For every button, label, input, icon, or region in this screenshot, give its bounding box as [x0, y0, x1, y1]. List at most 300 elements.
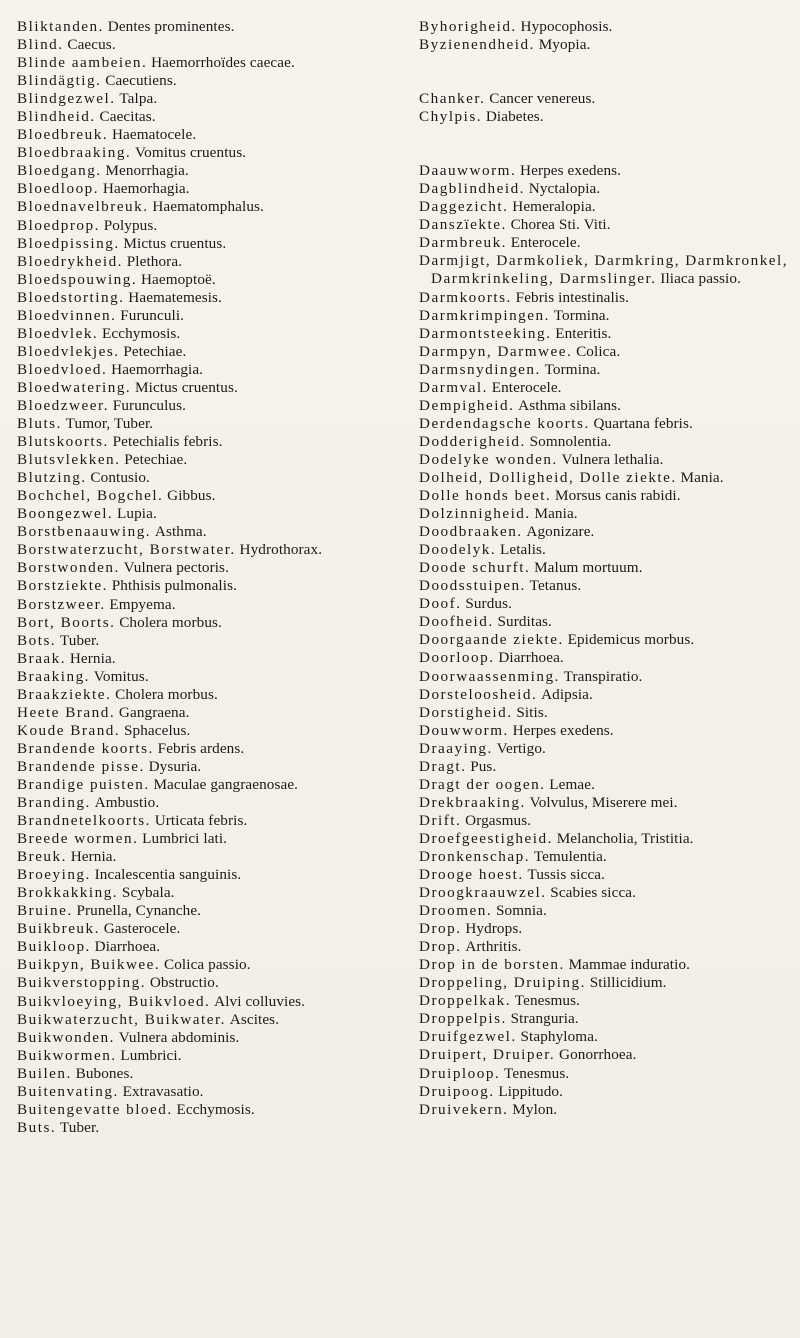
- dictionary-entry: [17, 235, 395, 253]
- dictionary-entry: [419, 992, 797, 1010]
- entry-term: Darmkrimpingen.: [419, 306, 550, 324]
- entry-term: Draaying.: [419, 739, 493, 757]
- dictionary-entry: [17, 397, 395, 415]
- entry-term: Dorsteloosheid.: [419, 685, 538, 703]
- entry-term: Dronkenschap.: [419, 847, 531, 865]
- entry-term: Doof.: [419, 595, 462, 613]
- entry-term: Drop in de borsten.: [419, 956, 565, 974]
- entry-definition: Bubones.: [75, 1064, 134, 1082]
- entry-definition: Haematomphalus.: [152, 198, 264, 216]
- entry-term: Borstzweer.: [17, 595, 106, 613]
- entry-term: Danszïekte.: [419, 216, 507, 234]
- dictionary-entry: [17, 433, 395, 451]
- entry-definition: Febris intestinalis.: [515, 288, 630, 306]
- entry-term: Bloedvlek.: [17, 324, 99, 342]
- entry-definition: Mictus cruentus.: [123, 234, 227, 252]
- entry-term: Borstbenaauwing.: [17, 523, 152, 541]
- entry-term: Braak.: [17, 649, 67, 667]
- dictionary-entry: [17, 902, 395, 920]
- dictionary-entry: [17, 668, 395, 686]
- entry-term: Doodelyk.: [419, 541, 497, 559]
- entry-term: Darmbreuk.: [419, 234, 507, 252]
- entry-term: Bloedbraaking.: [17, 144, 132, 162]
- dictionary-entry: [419, 631, 797, 649]
- entry-definition: Chorea Sti. Viti.: [510, 216, 611, 234]
- entry-definition: Somnia.: [495, 902, 547, 920]
- entry-term: Brandige puisten.: [17, 775, 150, 793]
- entries-d: [419, 162, 797, 1118]
- dictionary-entry: [17, 632, 395, 650]
- dictionary-entry: [17, 487, 395, 505]
- dictionary-entry: [17, 72, 395, 90]
- entry-definition: Caecutiens.: [105, 72, 177, 90]
- dictionary-entry: [419, 1065, 797, 1083]
- left-column: [17, 18, 395, 1137]
- entry-definition: Cancer venereus.: [489, 90, 596, 108]
- entry-definition: Melancholia, Tristitia.: [556, 829, 694, 847]
- dictionary-entry: [419, 234, 797, 252]
- entry-definition: Extravasatio.: [122, 1082, 204, 1100]
- entry-term: Darmpyn, Darmwee.: [419, 342, 573, 360]
- entry-definition: Tenesmus.: [504, 1064, 570, 1082]
- entry-term: Drekbraaking.: [419, 793, 526, 811]
- dictionary-entry: [17, 217, 395, 235]
- entry-definition: Temulentia.: [533, 847, 607, 865]
- entry-term: Braakziekte.: [17, 685, 112, 703]
- dictionary-entry: [17, 1065, 395, 1083]
- entry-term: Borstziekte.: [17, 577, 108, 595]
- entry-term: Bloedpissing.: [17, 234, 120, 252]
- entry-definition: Lumbrici.: [120, 1046, 182, 1064]
- dictionary-entry: [17, 596, 395, 614]
- dictionary-entry: [419, 668, 797, 686]
- entry-definition: Lupia.: [117, 505, 157, 523]
- entry-definition: Vomitus.: [93, 667, 149, 685]
- entry-term: Bort, Boorts.: [17, 613, 116, 631]
- entry-definition: Diabetes.: [485, 108, 544, 126]
- dictionary-entry: [17, 866, 395, 884]
- dictionary-entry: [17, 740, 395, 758]
- entry-definition: Enteritis.: [555, 324, 612, 342]
- entry-term: Brandende koorts.: [17, 739, 154, 757]
- entry-term: Dolzinnigheid.: [419, 505, 531, 523]
- entry-term: Blutzing.: [17, 469, 87, 487]
- entry-term: Blindägtig.: [17, 72, 102, 90]
- dictionary-entry: [17, 650, 395, 668]
- entry-term: Buitenvating.: [17, 1082, 119, 1100]
- dictionary-entry: [419, 325, 797, 343]
- dictionary-entry: [419, 343, 797, 361]
- entry-definition: Vulnera pectoris.: [123, 559, 229, 577]
- entry-term: Droppelpis.: [419, 1010, 507, 1028]
- entry-definition: Mictus cruentus.: [135, 378, 238, 396]
- entries-c: [419, 90, 797, 126]
- entry-term: Chanker.: [419, 90, 486, 108]
- entry-term: Daggezicht.: [419, 198, 509, 216]
- dictionary-entry: [419, 469, 797, 487]
- entry-definition: Malum mortuum.: [534, 559, 643, 577]
- entry-definition: Tormina.: [544, 360, 601, 378]
- section-gap: [419, 72, 797, 90]
- entry-definition: Ambustio.: [94, 794, 160, 812]
- entry-definition: Urticata febris.: [154, 812, 248, 830]
- dictionary-entry: [419, 90, 797, 108]
- dictionary-entry: [419, 36, 797, 54]
- dictionary-entry: [419, 830, 797, 848]
- dictionary-entry: [17, 144, 395, 162]
- dictionary-entry: [419, 505, 797, 523]
- entry-definition: Tumor, Tuber.: [65, 415, 154, 433]
- entry-term: Breuk.: [17, 848, 67, 866]
- entry-term: Bloedprop.: [17, 216, 100, 234]
- entry-term: Dodelyke wonden.: [419, 450, 558, 468]
- entry-definition: Contusio.: [90, 469, 150, 487]
- entry-definition: Prunella, Cynanche.: [76, 902, 202, 920]
- entry-definition: Ecchymosis.: [102, 324, 181, 342]
- entry-term: Bloedzweer.: [17, 396, 109, 414]
- dictionary-entry: [419, 722, 797, 740]
- entry-term: Drop.: [419, 938, 462, 956]
- entry-term: Borstwonden.: [17, 559, 120, 577]
- entry-definition: Febris ardens.: [157, 739, 245, 757]
- dictionary-entry: [17, 180, 395, 198]
- entry-definition: Tetanus.: [529, 577, 582, 595]
- entry-term: Douwworm.: [419, 721, 509, 739]
- dictionary-entry: [17, 1047, 395, 1065]
- entry-definition: Hypocophosis.: [520, 18, 613, 35]
- entry-term: Bloedwatering.: [17, 378, 132, 396]
- entry-term: Bloednavelbreuk.: [17, 198, 149, 216]
- entry-definition: Alvi colluvies.: [214, 992, 306, 1010]
- dictionary-entry: [419, 541, 797, 559]
- entry-term: Heete Brand.: [17, 703, 116, 721]
- dictionary-entry: [17, 379, 395, 397]
- dictionary-entry: [419, 866, 797, 884]
- dictionary-entry: [419, 559, 797, 577]
- dictionary-entry: [419, 451, 797, 469]
- entry-definition: Sphacelus.: [124, 721, 191, 739]
- dictionary-entry: [419, 18, 797, 36]
- entry-term: Dempigheid.: [419, 396, 515, 414]
- entry-definition: Vulnera lethalia.: [561, 450, 664, 468]
- entry-definition: Somnolentia.: [529, 432, 612, 450]
- entry-definition: Obstructio.: [149, 974, 219, 992]
- dictionary-entry: [419, 379, 797, 397]
- dictionary-entry: [419, 704, 797, 722]
- dictionary-entry: [419, 974, 797, 992]
- dictionary-entry: [419, 938, 797, 956]
- entry-definition: Haemoptoë.: [140, 270, 216, 288]
- entry-definition: Diarrhoea.: [498, 649, 564, 667]
- dictionary-entry: [419, 1010, 797, 1028]
- entry-definition: Furunculi.: [120, 306, 185, 324]
- entry-definition: Phthisis pulmonalis.: [111, 577, 237, 595]
- dictionary-entry: [419, 361, 797, 379]
- entry-term: Dolheid, Dolligheid, Dolle ziekte.: [419, 468, 677, 486]
- entry-definition: Hydrothorax.: [239, 541, 323, 559]
- entry-definition: Scabies sicca.: [550, 884, 637, 902]
- entry-definition: Colica passio.: [164, 956, 251, 974]
- entry-term: Dagblindheid.: [419, 180, 525, 198]
- dictionary-entry: [419, 252, 797, 288]
- entry-definition: Herpes exedens.: [512, 721, 614, 739]
- entry-definition: Hernia.: [70, 848, 117, 866]
- entry-term: Doorgaande ziekte.: [419, 631, 564, 649]
- dictionary-entry: [17, 505, 395, 523]
- entry-term: Broeying.: [17, 866, 91, 884]
- entry-term: Buts.: [17, 1118, 57, 1136]
- entry-term: Druipert, Druiper.: [419, 1046, 556, 1064]
- entry-definition: Mammae induratio.: [568, 956, 691, 974]
- dictionary-entry: [419, 956, 797, 974]
- entry-term: Blinde aambeien.: [17, 54, 148, 72]
- dictionary-entry: [419, 415, 797, 433]
- entry-definition: Cholera morbus.: [115, 685, 218, 703]
- dictionary-entry: [419, 884, 797, 902]
- dictionary-entry: [419, 1028, 797, 1046]
- entry-definition: Asthma sibilans.: [518, 396, 622, 414]
- entry-definition: Tormina.: [553, 306, 610, 324]
- entry-definition: Lippitudo.: [498, 1082, 564, 1100]
- dictionary-entry: [17, 198, 395, 216]
- entry-term: Drop.: [419, 920, 462, 938]
- entry-term: Bloedspouwing.: [17, 270, 138, 288]
- dictionary-entry: [17, 577, 395, 595]
- dictionary-entry: [419, 307, 797, 325]
- entry-definition: Asthma.: [154, 523, 207, 541]
- entry-definition: Letalis.: [500, 541, 546, 559]
- entry-term: Droefgeestigheid.: [419, 829, 553, 847]
- dictionary-entry: [419, 180, 797, 198]
- entry-term: Buikvloeying, Buikvloed.: [17, 992, 211, 1010]
- entry-term: Derdendagsche koorts.: [419, 414, 590, 432]
- entry-definition: Ecchymosis.: [176, 1100, 255, 1118]
- dictionary-entry: [17, 162, 395, 180]
- dictionary-entry: [17, 90, 395, 108]
- dictionary-entry: [419, 920, 797, 938]
- entry-term: Brandnetelkoorts.: [17, 812, 151, 830]
- dictionary-entry: [419, 487, 797, 505]
- dictionary-entry: [17, 18, 395, 36]
- entry-term: Droppeling, Druiping.: [419, 974, 586, 992]
- entry-term: Bliktanden.: [17, 18, 104, 35]
- entry-term: Buikpyn, Buikwee.: [17, 956, 161, 974]
- entry-definition: Iliaca passio.: [660, 270, 741, 288]
- dictionary-entry: [17, 884, 395, 902]
- dictionary-entry: [17, 361, 395, 379]
- entry-definition: Plethora.: [126, 252, 183, 270]
- dictionary-entry: [419, 812, 797, 830]
- dictionary-entry: [419, 433, 797, 451]
- entry-term: Daauwworm.: [419, 162, 517, 180]
- entry-term: Doodsstuipen.: [419, 577, 526, 595]
- entry-definition: Polypus.: [103, 216, 158, 234]
- dictionary-entry: [17, 758, 395, 776]
- dictionary-entry: [419, 848, 797, 866]
- entry-definition: Dentes prominentes.: [107, 18, 235, 35]
- entry-definition: Enterocele.: [510, 234, 581, 252]
- entry-definition: Gasterocele.: [103, 920, 181, 938]
- dictionary-entry: [17, 812, 395, 830]
- entry-term: Darmontsteeking.: [419, 324, 552, 342]
- entry-definition: Adipsia.: [541, 685, 593, 703]
- entry-term: Blind.: [17, 36, 64, 54]
- dictionary-entry: [17, 938, 395, 956]
- dictionary-entry: [419, 649, 797, 667]
- section-gap: [419, 54, 797, 72]
- entry-term: Buikbreuk.: [17, 920, 100, 938]
- entry-term: Bloedvinnen.: [17, 306, 117, 324]
- entry-term: Buikverstopping.: [17, 974, 147, 992]
- entry-term: Bruine.: [17, 902, 73, 920]
- entry-definition: Mania.: [680, 468, 724, 486]
- dictionary-entry: [419, 1083, 797, 1101]
- section-gap: [419, 126, 797, 144]
- entry-definition: Tussis sicca.: [527, 866, 606, 884]
- dictionary-entry: [419, 758, 797, 776]
- entry-definition: Talpa.: [119, 90, 158, 108]
- dictionary-entry: [17, 415, 395, 433]
- entry-term: Braaking.: [17, 667, 90, 685]
- entry-term: Bloedstorting.: [17, 288, 125, 306]
- entry-term: Dodderigheid.: [419, 432, 526, 450]
- dictionary-entry: [17, 1083, 395, 1101]
- dictionary-entry: [419, 1101, 797, 1119]
- entry-definition: Cholera morbus.: [119, 613, 222, 631]
- entry-definition: Myopia.: [538, 36, 591, 54]
- dictionary-entry: [17, 974, 395, 992]
- dictionary-entry: [17, 469, 395, 487]
- dictionary-entry: [17, 956, 395, 974]
- entry-term: Dragt der oogen.: [419, 775, 546, 793]
- entry-term: Buikwonden.: [17, 1028, 115, 1046]
- entry-term: Bloedloop.: [17, 180, 100, 198]
- entry-definition: Scybala.: [121, 884, 175, 902]
- dictionary-entry: [17, 343, 395, 361]
- dictionary-entry: [17, 704, 395, 722]
- dictionary-entry: [17, 1119, 395, 1137]
- entry-definition: Lemae.: [549, 775, 595, 793]
- entry-term: Bluts.: [17, 415, 62, 433]
- entry-term: Bloedgang.: [17, 162, 102, 180]
- entry-term: Koude Brand.: [17, 721, 121, 739]
- entry-definition: Petechiae.: [123, 342, 187, 360]
- dictionary-entry: [17, 686, 395, 704]
- entry-definition: Mania.: [534, 505, 578, 523]
- entry-definition: Herpes exedens.: [520, 162, 622, 180]
- entry-term: Dragt.: [419, 757, 467, 775]
- entry-term: Bots.: [17, 631, 57, 649]
- dictionary-entry: [17, 559, 395, 577]
- entry-term: Darmsnydingen.: [419, 360, 541, 378]
- dictionary-entry: [419, 902, 797, 920]
- dictionary-entry: [17, 54, 395, 72]
- entry-term: Druipoog.: [419, 1082, 495, 1100]
- entry-definition: Sitis.: [516, 703, 548, 721]
- entry-definition: Caecitas.: [99, 108, 156, 126]
- entry-definition: Gangraena.: [118, 703, 190, 721]
- entry-definition: Orgasmus.: [465, 811, 532, 829]
- dictionary-entry: [419, 1046, 797, 1064]
- dictionary-entry: [17, 523, 395, 541]
- dictionary-entry: [419, 198, 797, 216]
- dictionary-entry: [419, 740, 797, 758]
- entry-term: Borstwaterzucht, Borstwater.: [17, 541, 236, 559]
- entry-definition: Arthritis.: [465, 938, 522, 956]
- dictionary-entry: [17, 289, 395, 307]
- entry-definition: Mylon.: [512, 1100, 558, 1118]
- entry-term: Dolle honds beet.: [419, 487, 552, 505]
- entry-definition: Caecus.: [67, 36, 116, 54]
- entry-definition: Petechialis febris.: [112, 433, 223, 451]
- dictionary-entry: [17, 1101, 395, 1119]
- entry-term: Doode schurft.: [419, 559, 531, 577]
- entry-definition: Enterocele.: [491, 378, 562, 396]
- entry-term: Bloedbreuk.: [17, 126, 109, 144]
- entry-term: Darmval.: [419, 378, 488, 396]
- entry-term: Drift.: [419, 811, 462, 829]
- entry-term: Blindheid.: [17, 108, 96, 126]
- entry-definition: Diarrhoea.: [94, 938, 161, 956]
- entry-definition: Morsus canis rabidi.: [555, 487, 681, 505]
- entry-definition: Petechiae.: [124, 451, 188, 469]
- entry-definition: Lumbrici lati.: [142, 830, 228, 848]
- dictionary-entry: [17, 36, 395, 54]
- dictionary-entry: [419, 776, 797, 794]
- entry-term: Builen.: [17, 1064, 72, 1082]
- entry-term: Blutskoorts.: [17, 433, 109, 451]
- dictionary-entry: [419, 577, 797, 595]
- entry-definition: Menorrhagia.: [105, 162, 189, 180]
- dictionary-entry: [17, 993, 395, 1011]
- dictionary-entry: [419, 686, 797, 704]
- section-gap: [419, 144, 797, 162]
- entry-term: Doodbraaken.: [419, 523, 523, 541]
- entry-definition: Dysuria.: [148, 757, 202, 775]
- dictionary-entry: [17, 108, 395, 126]
- entry-term: Drooge hoest.: [419, 866, 524, 884]
- entry-term: Buikwaterzucht, Buikwater.: [17, 1010, 226, 1028]
- entry-term: Buikwormen.: [17, 1046, 117, 1064]
- entry-definition: Nyctalopia.: [528, 180, 601, 198]
- entry-term: Doorloop.: [419, 649, 495, 667]
- dictionary-entry: [17, 307, 395, 325]
- dictionary-entry: [419, 794, 797, 812]
- entry-term: Brandende pisse.: [17, 757, 145, 775]
- entries-by: [419, 18, 797, 54]
- dictionary-entry: [17, 920, 395, 938]
- entry-definition: Gonorrhoea.: [559, 1046, 637, 1064]
- entry-term: Droogkraauwzel.: [419, 884, 547, 902]
- dictionary-entry: [17, 325, 395, 343]
- dictionary-entry: [17, 1011, 395, 1029]
- entry-term: Druivekern.: [419, 1100, 509, 1118]
- entry-definition: Hydrops.: [465, 920, 523, 938]
- dictionary-entry: [419, 289, 797, 307]
- entry-term: Darmjigt, Darmkoliek, Darmkring, Darmkronkel, Darmkrinkeling, Darmslinger.: [419, 252, 789, 288]
- entry-definition: Haemorrhoïdes caecae.: [151, 54, 295, 72]
- entry-term: Boongezwel.: [17, 505, 114, 523]
- entry-term: Druifgezwel.: [419, 1028, 517, 1046]
- dictionary-entry: [17, 848, 395, 866]
- entry-definition: Haemorrhagia.: [111, 360, 204, 378]
- entry-term: Darmkoorts.: [419, 288, 512, 306]
- entry-term: Byhorigheid.: [419, 18, 517, 35]
- entry-definition: Epidemicus morbus.: [567, 631, 695, 649]
- entry-definition: Stillicidium.: [589, 974, 667, 992]
- dictionary-entry: [17, 776, 395, 794]
- dictionary-entry: [419, 216, 797, 234]
